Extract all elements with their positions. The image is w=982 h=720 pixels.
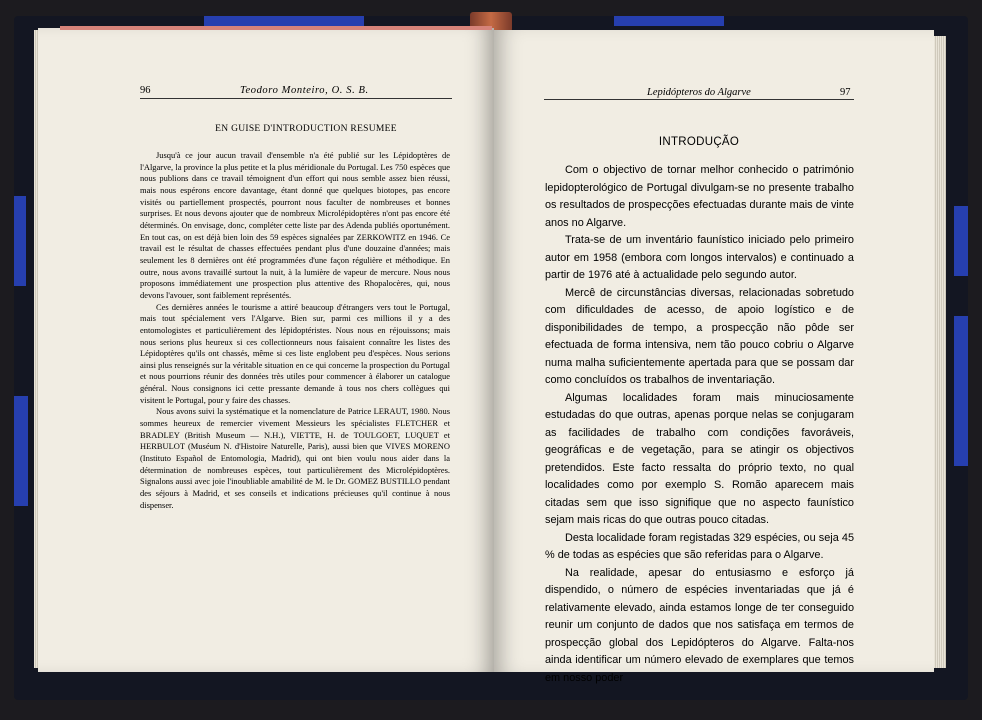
paragraph: Nous avons suivi la systématique et la nomenclature de Patrice LERAUT, 1980. Nous sommes heureux de remercier vivement Messieurs les spécialistes FLETCHER et BRADLEY (British Museum — N.H.), VIETTE, H. de TOULGOET, LUQUET et HERBULOT (Muséum N. d'Histoire Naturelle, Paris), aussi bien que VIVES MORENO (Instituto Español de Entomologia, Madrid), qui ont bien voulu nous aider dans la détermination de nombreuses espèces, tout particulièrement des Microlépidoptères. Signalons aussi avec joie l'inoubliable amabilité de M. le Dr. GOMEZ BUSTILLO pendant des séjours à Madrid, et ses conseils et indications précieuses qu'il continue à nous dispenser.: [140, 406, 450, 510]
left-page-title: EN GUISE D'INTRODUCTION RESUMEE: [215, 124, 397, 134]
cover-pattern: [614, 16, 724, 26]
paragraph: Trata-se de um inventário faunístico iniciado pelo primeiro autor em 1958 (embora com longos intervalos) e continuado a partir de 1976 até à actualidade pelo segundo autor.: [545, 234, 854, 281]
cover-pattern: [14, 396, 28, 506]
paragraph: Na realidade, apesar do entusiasmo e esforço já dispendido, o número de espécies inventariadas que já é relativamente elevado, ainda estamos longe de ter conseguido reunir um conjunto de dados que nos satisfaça em termos de prospecção global dos Lepidópteros do Algarve. Falta-nos ainda identificar um número elevado de exemplares que temos em nosso poder: [545, 566, 854, 684]
right-running-head: Lepidópteros do Algarve: [647, 87, 751, 98]
right-page-title: INTRODUÇÃO: [658, 136, 740, 148]
page-top-edge: [60, 26, 492, 30]
right-page-body: [545, 162, 854, 687]
paragraph: Mercê de circunstâncias diversas, relacionadas sobretudo com dificuldades de acesso, de apoio logístico e de disponibilidades de tempo, a prospecção não pôde ser efectuada de forma intensiva, nem tão pouco cobriu o Algarve numa malha suficientemente apertada para que se possam dar como concluídos os trabalhos de inventariação.: [545, 286, 854, 386]
cover-pattern: [954, 206, 968, 276]
paragraph: Jusqu'à ce jour aucun travail d'ensemble n'a été publié sur les Lépidoptères de l'Algarve, la province la plus petite et la plus méridionale du Portugal. Les 750 espèces que nous publions dans ce travail témoignent d'un effort qui nous semble assez bien réussi, mais nous espérons encore davantage, étant donné que quelques biotopes, pas encore visités ou partiellement prospectés, pourront nous faculter de nombreuses et bonnes surprises. Et nous devons ajouter que de nombreux Microlépidoptères n'ont pas encore été déterminés. On envisage, donc, compléter cette liste par des Adenda publiés oportunément. En tout cas, on est déjà bien loin des 59 espèces signalées par ZERKOWITZ en 1946. Ce travail est le résultat de chasses effectuées pendant plus d'une douzaine d'années; mais seulement les 8 dernières ont été programmées d'une façon régulière et méthodique. En outre, nous avons travaillé surtout la nuit, à la lumière de vapeur de mercure. Nous nous proposons immédiatement une prospection plus attentive des Rhopalocères, qui, nous devons l'avouer, sont faiblement représentés.: [140, 150, 450, 300]
paragraph: Ces dernières années le tourisme a attiré beaucoup d'étrangers vers tout le Portugal, mais tout spécialement vers l'Algarve. Bien sur, parmi ces millions il y a des entomologistes et particulièrement des lépidoptéristes. Nous nous en réjouissons; mais nous serions plus heureux si ces collectionneurs nous faisaient connaître les listes des Lépidoptères qu'ils ont chassés, même si ces liste englobent peu d'espèces. Nous serions ainsi plus renseignés sur la véritable situation en ce qui concerne la prospection du Portugal et nous pourrions réunir des données très utiles pour commencer à élaborer un catalogue général. Nous consignons ici cette pressante demande à tous nos chers collègues qui visitent le Portugal, pour y faire des chasses.: [140, 301, 450, 405]
left-page-number: 96: [140, 85, 151, 96]
paragraph: Algumas localidades foram mais minuciosamente estudadas do que outras, apenas porque nelas se conjugaram as facilidades de trabalho com condições favoráveis, geográficas e de vegetação, para se atingir os objectivos pretendidos. Este facto ressalta do próprio texto, no qual localidades como por exemplo S. Romão aparecem mais citadas sem que isso signifique que no aspecto faunístico sejam mais ricas do que outras pouco citadas.: [545, 391, 854, 526]
paragraph: Desta localidade foram registadas 329 espécies, ou seja 45 % de todas as espécies que são referidas para o Algarve.: [545, 531, 854, 561]
cover-pattern: [954, 316, 968, 466]
right-page-number: 97: [840, 87, 851, 98]
left-header-rule: [140, 98, 452, 99]
left-running-head: Teodoro Monteiro, O. S. B.: [240, 85, 369, 96]
paragraph: Com o objectivo de tornar melhor conhecido o património lepidopterológico de Portugal divulgam-se no presente trabalho os resultados de prospecções efectuadas durante mais de vinte anos no Algarve.: [545, 164, 854, 229]
right-header-rule: [544, 99, 854, 100]
left-page-body: [140, 150, 450, 511]
cover-pattern: [204, 16, 364, 26]
cover-pattern: [14, 196, 26, 286]
